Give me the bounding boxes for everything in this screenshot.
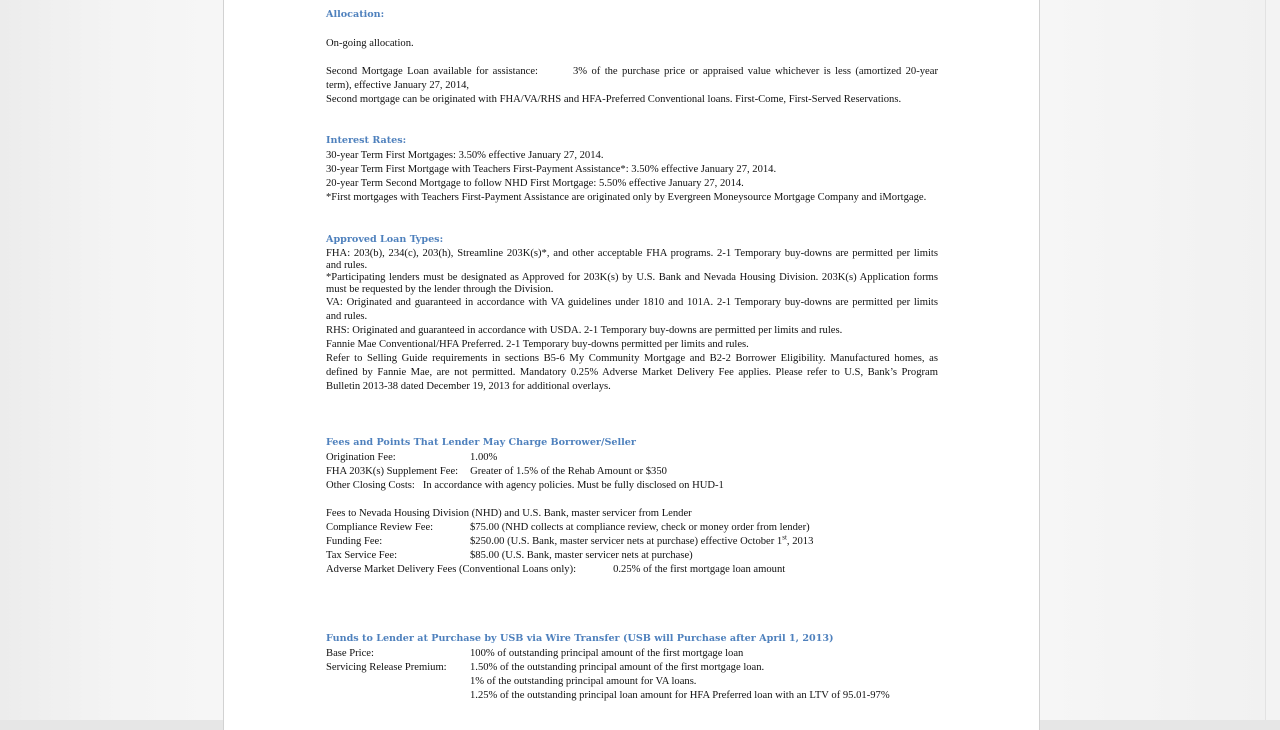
origination-fee-label: Origination Fee: — [326, 452, 396, 463]
closing-costs-row — [326, 479, 938, 493]
funds-list — [326, 647, 938, 703]
loan-types-body — [326, 248, 938, 394]
interest-rate-line: 30-year Term First Mortgages: 3.50% effective January 27, 2014. — [326, 150, 604, 161]
fha-supplement-row — [326, 465, 938, 479]
va-line1: VA: Originated and guaranteed in accordance with VA guidelines under 1810 and 101A. 2-1 Temporary buy-downs are permitted per limits — [326, 297, 938, 308]
fees-heading: Fees and Points That Lender May Charge Borrower/Seller — [326, 437, 636, 448]
interest-rate-footnote: *First mortgages with Teachers First-Payment Assistance are originated only by Evergreen Moneysource Mortgage Company and iMortgage. — [326, 192, 927, 203]
fannie-line: Fannie Mae Conventional/HFA Preferred. 2-1 Temporary buy-downs permitted per limits and rules. — [326, 339, 749, 350]
participating-line2: must be requested by the lender through the Division. — [326, 284, 554, 295]
base-price-label: Base Price: — [326, 648, 374, 659]
compliance-fee-row — [326, 521, 938, 535]
fha-supplement-label: FHA 203K(s) Supplement Fee: — [326, 466, 459, 477]
vertical-scrollbar[interactable] — [1265, 0, 1280, 720]
loan-types-heading: Approved Loan Types: — [326, 234, 444, 245]
closing-costs-value: In accordance with agency policies. Must be fully disclosed on HUD-1 — [422, 480, 724, 491]
funding-fee-year: , 2013 — [786, 536, 814, 547]
fees-list — [326, 451, 938, 577]
fha-supplement-value: Greater of 1.5% of the Rehab Amount or $350 — [470, 466, 667, 477]
second-mortgage-originated: Second mortgage can be originated with FHA/VA/RHS and HFA-Preferred Conventional loans. First-Come, First-Served Reservations. — [326, 94, 902, 105]
funding-fee-value — [470, 535, 813, 549]
fha-paragraph — [326, 248, 938, 272]
fees-to-nhd-line: Fees to Nevada Housing Division (NHD) and U.S. Bank, master servicer from Lender — [326, 508, 692, 519]
funds-heading: Funds to Lender at Purchase by USB via Wire Transfer (USB will Purchase after April 1, 2013) — [326, 633, 834, 644]
va-paragraph — [326, 296, 938, 324]
compliance-fee-value: $75.00 (NHD collects at compliance review, check or money order from lender) — [470, 522, 810, 533]
compliance-fee-label: Compliance Review Fee: — [326, 522, 434, 533]
fha-line2: and rules. — [326, 260, 368, 271]
fha-line1: FHA: 203(b), 234(c), 203(h), Streamline 203K(s)*, and other acceptable FHA programs. 2-1 Temporary buy-downs are permitted per limits — [326, 248, 938, 259]
srp-label: Servicing Release Premium: — [326, 662, 447, 673]
funding-fee-row — [326, 535, 938, 549]
second-mortgage-line2: term), effective January 27, 2014, — [326, 80, 470, 91]
interest-rate-line: 30-year Term First Mortgage with Teachers First-Payment Assistance*: 3.50% effective January 27, 2014. — [326, 164, 777, 175]
tax-service-fee-value: $85.00 (U.S. Bank, master servicer nets at purchase) — [470, 550, 693, 561]
selling-line2: defined by Fannie Mae, are not permitted. Mandatory 0.25% Adverse Market Delivery Fee applies. Please refer to U.S, Bank’s Program — [326, 367, 938, 378]
origination-fee-value: 1.00% — [470, 452, 498, 463]
second-mortgage-line1 — [326, 65, 938, 79]
va-line2: and rules. — [326, 311, 368, 322]
rhs-line: RHS: Originated and guaranteed in accordance with USDA. 2-1 Temporary buy-downs are permitted per limits and rules. — [326, 325, 843, 336]
tax-service-fee-row — [326, 549, 938, 563]
funding-fee-superscript: st — [782, 533, 787, 542]
funding-fee-label: Funding Fee: — [326, 536, 383, 547]
document-page — [223, 0, 1040, 730]
interest-rate-line: 20-year Term Second Mortgage to follow NHD First Mortgage: 5.50% effective January 27, 2014. — [326, 178, 744, 189]
srp-value-2: 1% of the outstanding principal amount for VA loans. — [470, 676, 697, 687]
selling-line3: Bulletin 2013-38 dated December 19, 2013 for additional overlays. — [326, 381, 611, 392]
adverse-market-fee-value: 0.25% of the first mortgage loan amount — [613, 564, 786, 575]
selling-line1: Refer to Selling Guide requirements in sections B5-6 My Community Mortgage and B2-2 Borrower Eligibility. Manufactured homes, as — [326, 353, 938, 364]
srp-row — [326, 661, 938, 675]
second-mortgage-value: 3% of the purchase price or appraised value whichever is less (amortized 20-year — [572, 66, 938, 77]
allocation-heading: Allocation: — [326, 9, 385, 20]
allocation-ongoing: On-going allocation. — [326, 38, 414, 49]
adverse-market-fee-row — [326, 563, 938, 577]
base-price-row — [326, 647, 938, 661]
participating-line1: *Participating lenders must be designated as Approved for 203K(s) by U.S. Bank and Nevada Housing Division. 203K(s) Application forms — [326, 272, 938, 283]
funding-fee-value-text: $250.00 (U.S. Bank, master servicer nets at purchase) effective October 1 — [470, 536, 783, 547]
second-mortgage-label: Second Mortgage Loan available for assistance: — [326, 66, 538, 77]
interest-rates-heading: Interest Rates: — [326, 135, 407, 146]
closing-costs-label: Other Closing Costs: — [326, 480, 415, 491]
interest-rates-list — [326, 149, 938, 205]
adverse-market-fee-label: Adverse Market Delivery Fees (Conventional Loans only): — [326, 564, 577, 575]
srp-value-3: 1.25% of the outstanding principal loan amount for HFA Preferred loan with an LTV of 95.01-97% — [470, 690, 890, 701]
tax-service-fee-label: Tax Service Fee: — [326, 550, 398, 561]
base-price-value: 100% of outstanding principal amount of the first mortgage loan — [470, 648, 744, 659]
selling-guide-paragraph — [326, 352, 938, 394]
document-viewer-background-right — [1039, 0, 1265, 720]
srp-value-1: 1.50% of the outstanding principal amount of the first mortgage loan. — [470, 662, 765, 673]
second-mortgage-paragraph — [326, 65, 938, 107]
participating-paragraph — [326, 272, 938, 296]
origination-fee-row — [326, 451, 938, 465]
